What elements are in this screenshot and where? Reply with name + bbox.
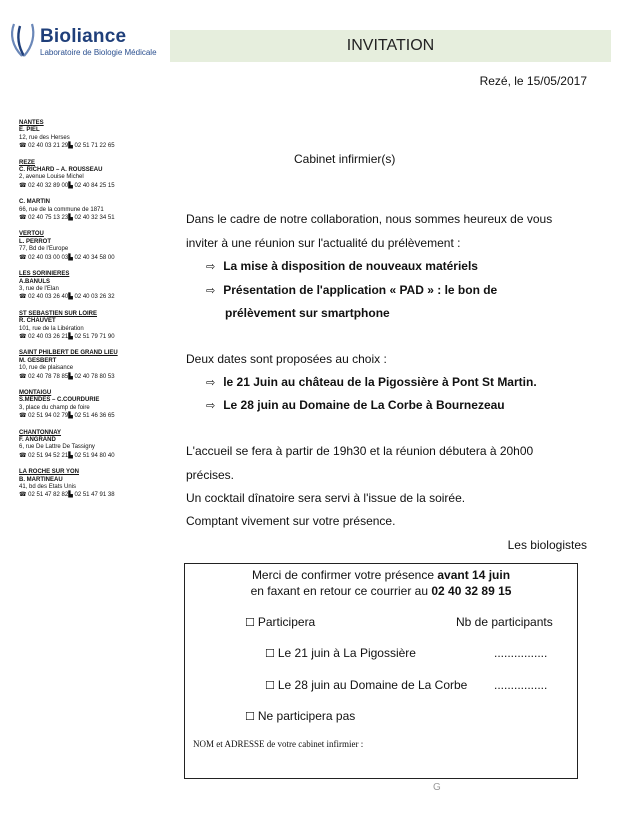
not-participate-option[interactable] bbox=[245, 709, 355, 723]
site-name: LES SORINIERES bbox=[19, 271, 70, 278]
reply-form bbox=[184, 563, 578, 779]
fax-icon: ▙ bbox=[68, 142, 73, 150]
site-name: MONTAIGU bbox=[19, 389, 52, 396]
fax-icon: ▙ bbox=[68, 214, 73, 222]
site-address: 10, rue de plaisance bbox=[19, 365, 74, 372]
site-address: 3, rue de l'Elan bbox=[19, 285, 59, 292]
site-person: L. PERROT bbox=[19, 238, 52, 245]
site-phone: 02 40 03 26 40 bbox=[28, 294, 69, 301]
site-contacts bbox=[19, 142, 139, 150]
site-person: S.MENDES – C.COURDURIE bbox=[19, 397, 100, 404]
confirm-deadline: avant 14 juin bbox=[437, 568, 511, 582]
site-phone: 02 51 94 52 21 bbox=[28, 452, 69, 459]
topic-text: La mise à disposition de nouveaux matériels bbox=[223, 259, 478, 273]
site-block bbox=[19, 271, 139, 302]
closing-line: Comptant vivement sur votre présence. bbox=[186, 514, 396, 528]
site-address: 2, avenue Louise Michel bbox=[19, 174, 84, 181]
site-block bbox=[19, 120, 139, 151]
date-line: Rezé, le 15/05/2017 bbox=[479, 74, 587, 88]
site-address: 12, rue des Herses bbox=[19, 134, 70, 141]
site-address: 3, place du champ de foire bbox=[19, 404, 90, 411]
site-address: 101, rue de la Libération bbox=[19, 325, 84, 332]
phone-icon: ☎ bbox=[19, 491, 27, 499]
site-fax: 02 40 34 58 00 bbox=[74, 254, 115, 261]
page-mark: G bbox=[433, 782, 441, 793]
site-name: VERTOU bbox=[19, 231, 44, 238]
site-block bbox=[19, 160, 139, 191]
site-fax: 02 51 94 80 40 bbox=[74, 452, 115, 459]
return-prefix: en faxant en retour ce courrier au bbox=[250, 584, 432, 598]
checkbox-icon[interactable]: ☐ bbox=[265, 679, 275, 692]
fax-line bbox=[185, 584, 577, 598]
sites-sidebar bbox=[19, 120, 139, 509]
site-block bbox=[19, 430, 139, 461]
fax-icon: ▙ bbox=[68, 332, 73, 340]
site-person: C. RICHARD – A. ROUSSEAU bbox=[19, 167, 103, 174]
phone-icon: ☎ bbox=[19, 372, 27, 380]
arrow-right-icon: ⇨ bbox=[206, 284, 216, 297]
site-name: ST SEBASTIEN SUR LOIRE bbox=[19, 310, 98, 317]
site-fax: 02 40 32 34 51 bbox=[74, 215, 115, 222]
site-contacts bbox=[19, 452, 139, 460]
fax-number: 02 40 32 89 15 bbox=[431, 584, 512, 598]
topic-continuation: prélèvement sur smartphone bbox=[225, 306, 390, 320]
site-block bbox=[19, 469, 139, 500]
site-contacts bbox=[19, 214, 139, 222]
checkbox-icon[interactable]: ☐ bbox=[265, 647, 275, 660]
site-block bbox=[19, 199, 139, 222]
site-fax: 02 51 47 91 38 bbox=[74, 492, 115, 499]
option-pigossiere[interactable] bbox=[265, 646, 416, 660]
phone-icon: ☎ bbox=[19, 451, 27, 459]
welcome-line-1: L'accueil se fera à partir de 19h30 et la réunion débutera à 20h00 bbox=[186, 444, 534, 458]
not-participate-label: Ne participera pas bbox=[257, 709, 356, 723]
participants-count-label: Nb de participants bbox=[456, 615, 553, 629]
site-phone: 02 51 47 82 82 bbox=[28, 492, 69, 499]
site-name: REZE bbox=[19, 159, 36, 166]
fax-icon: ▙ bbox=[68, 451, 73, 459]
phone-icon: ☎ bbox=[19, 214, 27, 222]
site-person: R. CHAUVET bbox=[19, 318, 56, 325]
site-contacts bbox=[19, 333, 139, 341]
participate-label: Participera bbox=[257, 615, 316, 629]
fax-icon: ▙ bbox=[68, 253, 73, 261]
fax-icon: ▙ bbox=[68, 181, 73, 189]
site-phone: 02 40 03 21 29 bbox=[28, 143, 69, 150]
site-contacts bbox=[19, 293, 139, 301]
phone-icon: ☎ bbox=[19, 332, 27, 340]
site-phone: 02 51 94 02 79 bbox=[28, 413, 69, 420]
date-text: Le 28 juin au Domaine de La Corbe à Bournezeau bbox=[223, 398, 505, 412]
site-fax: 02 40 03 26 32 bbox=[74, 294, 115, 301]
title-band bbox=[170, 30, 611, 62]
confirm-line bbox=[185, 568, 577, 582]
participants-count-field[interactable]: ................ bbox=[494, 678, 548, 692]
site-phone: 02 40 78 78 85 bbox=[28, 373, 69, 380]
participate-option[interactable] bbox=[245, 615, 315, 629]
checkbox-icon[interactable]: ☐ bbox=[245, 710, 255, 723]
site-block bbox=[19, 311, 139, 342]
site-fax: 02 40 84 25 15 bbox=[74, 182, 115, 189]
topic-item bbox=[206, 283, 497, 297]
site-person: F. ANGRAND bbox=[19, 437, 56, 443]
site-contacts bbox=[19, 182, 139, 190]
cocktail-line: Un cocktail dînatoire sera servi à l'issue de la soirée. bbox=[186, 491, 466, 505]
option-corbe[interactable] bbox=[265, 678, 467, 692]
brand-name: Bioliance bbox=[40, 26, 127, 47]
site-person: A.BANULS bbox=[19, 278, 50, 285]
arrow-right-icon: ⇨ bbox=[206, 260, 216, 273]
site-block bbox=[19, 350, 139, 381]
intro-line-2: inviter à une réunion sur l'actualité du prélèvement : bbox=[186, 236, 461, 250]
site-phone: 02 40 32 89 00 bbox=[28, 182, 69, 189]
site-name: NANTES bbox=[19, 120, 44, 126]
fax-icon: ▙ bbox=[68, 491, 73, 499]
fax-icon: ▙ bbox=[68, 293, 73, 301]
arrow-right-icon: ⇨ bbox=[206, 376, 216, 389]
site-phone: 02 40 03 26 21 bbox=[28, 333, 69, 340]
site-fax: 02 51 46 36 65 bbox=[74, 413, 115, 420]
phone-icon: ☎ bbox=[19, 253, 27, 261]
address-label: NOM et ADRESSE de votre cabinet infirmier : bbox=[193, 739, 364, 749]
topic-item bbox=[206, 259, 478, 273]
checkbox-icon[interactable]: ☐ bbox=[245, 616, 255, 629]
site-fax: 02 40 78 80 53 bbox=[74, 373, 115, 380]
welcome-line-2: précises. bbox=[186, 468, 235, 482]
phone-icon: ☎ bbox=[19, 181, 27, 189]
site-person: C. MARTIN bbox=[19, 199, 50, 206]
site-fax: 02 51 71 22 65 bbox=[74, 143, 115, 150]
dates-intro: Deux dates sont proposées au choix : bbox=[186, 352, 387, 366]
option-pigossiere-label: Le 21 juin à La Pigossière bbox=[277, 646, 416, 660]
date-option bbox=[206, 375, 537, 389]
site-contacts bbox=[19, 491, 139, 499]
date-text: le 21 Juin au château de la Pigossière à Pont St Martin. bbox=[223, 375, 537, 389]
site-address: 77, Bd de l'Europe bbox=[19, 246, 69, 253]
site-person: M. GESBERT bbox=[19, 357, 57, 364]
site-address: 41, bd des Etats Unis bbox=[19, 484, 77, 491]
site-contacts bbox=[19, 373, 139, 381]
phone-icon: ☎ bbox=[19, 142, 27, 150]
site-name: LA ROCHE SUR YON bbox=[19, 469, 80, 476]
site-person: E. PIEL bbox=[19, 127, 40, 134]
site-address: 66, rue de la commune de 1871 bbox=[19, 206, 104, 213]
signature: Les biologistes bbox=[507, 538, 587, 552]
option-corbe-label: Le 28 juin au Domaine de La Corbe bbox=[277, 678, 468, 692]
participants-count-field[interactable]: ................ bbox=[494, 646, 548, 660]
site-person: B. MARTINEAU bbox=[19, 476, 63, 483]
fax-icon: ▙ bbox=[68, 412, 73, 420]
intro-line-1: Dans le cadre de notre collaboration, nous sommes heureux de vous bbox=[186, 212, 553, 226]
site-block bbox=[19, 231, 139, 262]
phone-icon: ☎ bbox=[19, 412, 27, 420]
fax-icon: ▙ bbox=[68, 372, 73, 380]
site-name: CHANTONNAY bbox=[19, 429, 62, 436]
phone-icon: ☎ bbox=[19, 293, 27, 301]
page-title: INVITATION bbox=[346, 37, 435, 54]
arrow-right-icon: ⇨ bbox=[206, 399, 216, 412]
site-address: 6, rue De Lattre De Tassigny bbox=[19, 444, 95, 451]
site-phone: 02 40 03 00 03 bbox=[28, 254, 69, 261]
site-contacts bbox=[19, 254, 139, 262]
topic-text: Présentation de l'application « PAD » : le bon de bbox=[223, 283, 498, 297]
site-name: SAINT PHILBERT DE GRAND LIEU bbox=[19, 350, 118, 357]
confirm-prefix: Merci de confirmer votre présence bbox=[251, 568, 438, 582]
site-block bbox=[19, 390, 139, 421]
recipient: Cabinet infirmier(s) bbox=[294, 152, 396, 166]
site-contacts bbox=[19, 412, 139, 420]
site-phone: 02 40 75 13 23 bbox=[28, 215, 69, 222]
date-option bbox=[206, 398, 505, 412]
brand-subtitle: Laboratoire de Biologie Médicale bbox=[40, 48, 157, 57]
site-fax: 02 51 79 71 90 bbox=[74, 333, 115, 340]
bioliance-logo-icon bbox=[8, 22, 38, 58]
